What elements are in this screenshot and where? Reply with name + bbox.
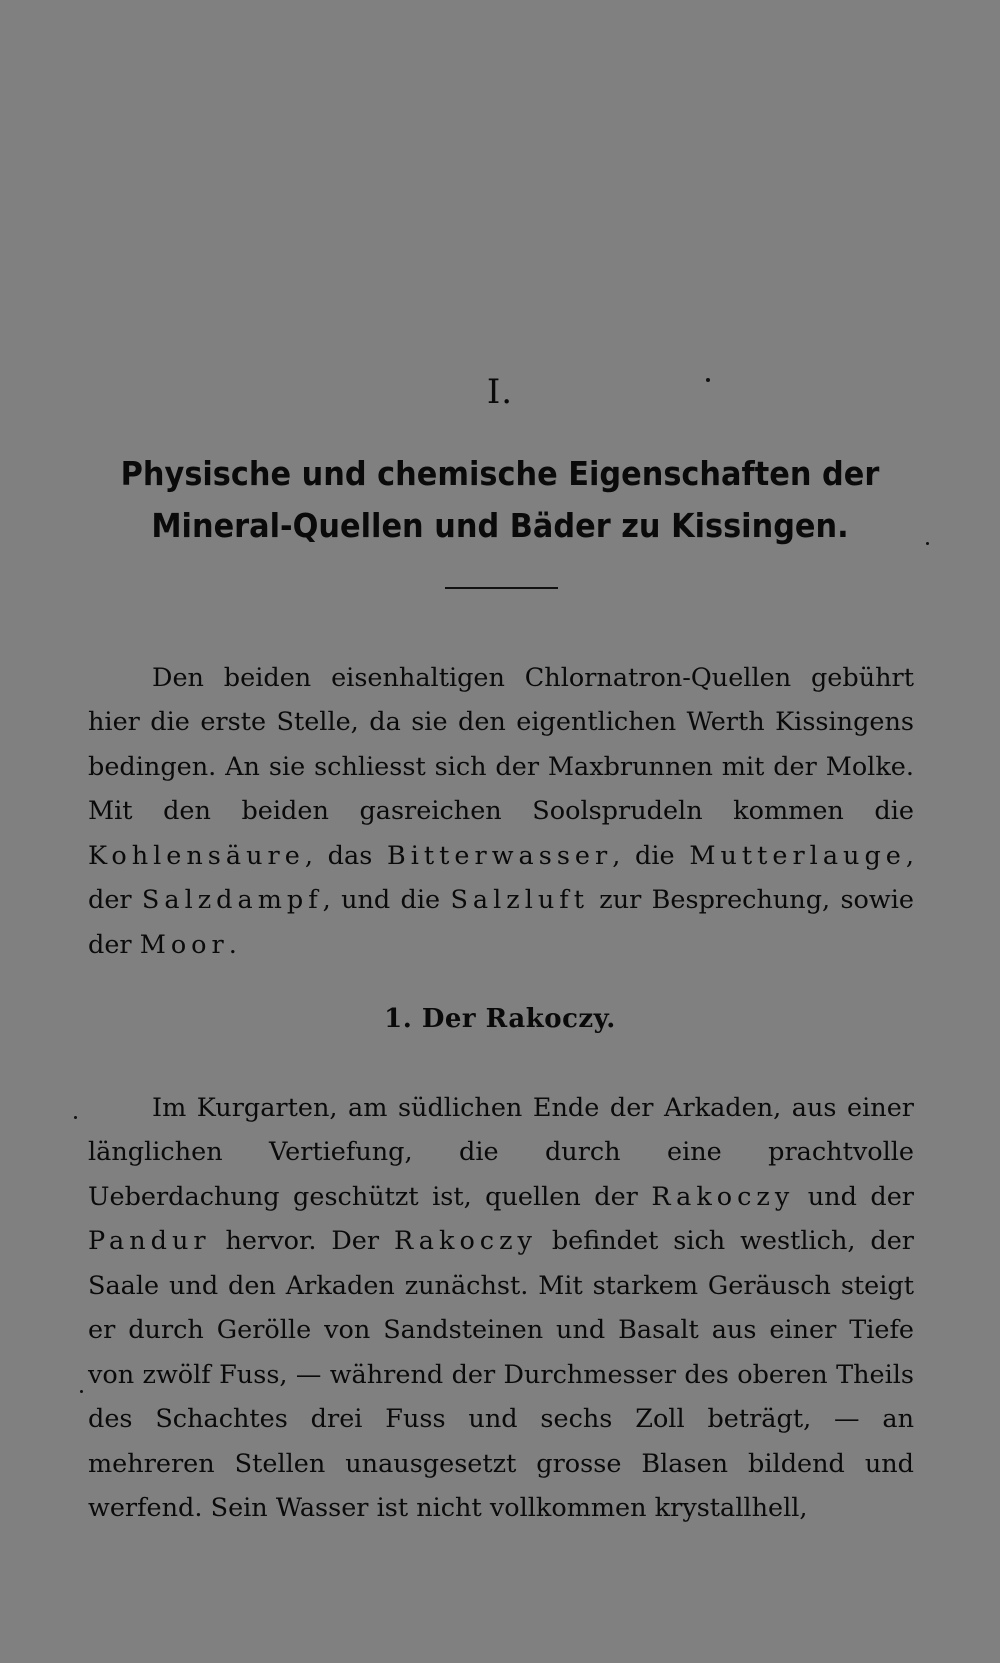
term-salzdampf: Salzdampf (141, 885, 323, 915)
term-rakoczy-2: Rakoczy (394, 1226, 537, 1256)
chapter-title: Physische und chemische Eigenschaften der Mineral-Quellen und Bäder zu Kissingen. (120, 454, 880, 545)
term-mutterlauge: Mutterlauge (689, 840, 906, 871)
term-rakoczy: Rakoczy (651, 1181, 795, 1212)
intro-text-4: , der (88, 840, 914, 915)
term-bitterwasser: Bitterwasser (387, 840, 613, 871)
section-heading: 1. Der Rakoczy. (384, 1004, 616, 1034)
rakoczy-text-3: hervor. Der (210, 1226, 394, 1256)
intro-text-7: . (228, 929, 237, 960)
term-kohlensaeure: Kohlensäure (88, 840, 305, 871)
print-speck (80, 1390, 83, 1393)
intro-text-3: , die (612, 840, 690, 871)
print-speck (74, 1116, 77, 1119)
intro-text-2: , das (304, 840, 388, 871)
rakoczy-text-2: und der (794, 1181, 914, 1212)
intro-paragraph (88, 656, 914, 968)
term-moor: Moor (139, 929, 229, 960)
print-speck (926, 542, 929, 545)
title-divider (445, 587, 558, 589)
rakoczy-paragraph (88, 1086, 914, 1531)
chapter-number: I. (486, 372, 514, 412)
print-speck (706, 378, 710, 382)
intro-text-5: , und die (322, 885, 451, 915)
rakoczy-text-4: befindet sich westlich, der Saale und den Arkaden zunächst. Mit starkem Geräusch steigt er durch Gerölle von Sandsteinen und Basalt aus einer Tiefe von zwölf Fuss, — während der Durchmesser des oberen Theils des Schachtes drei Fuss und sechs Zoll beträgt, — an mehreren Stellen unausgesetzt grosse Blasen bildend und werfend. Sein Wasser ist nicht vollkommen krystallhell, (88, 1226, 914, 1523)
term-salzluft: Salzluft (450, 885, 589, 915)
intro-text-1: Den beiden eisenhaltigen Chlornatron-Quellen gebührt hier die erste Stelle, da sie den eigentlichen Werth Kissingens bedingen. An sie schliesst sich der Maxbrunnen mit der Molke. Mit den beiden gasreichen Soolsprudeln kommen die (88, 662, 914, 826)
term-pandur: Pandur (88, 1226, 211, 1256)
rakoczy-text-1: Im Kurgarten, am südlichen Ende der Arkaden, aus einer länglichen Vertiefung, die durch eine prachtvolle Ueberdachung geschützt ist, quellen der (88, 1092, 914, 1212)
intro-text-6: zur Besprechung, sowie der (88, 885, 914, 960)
